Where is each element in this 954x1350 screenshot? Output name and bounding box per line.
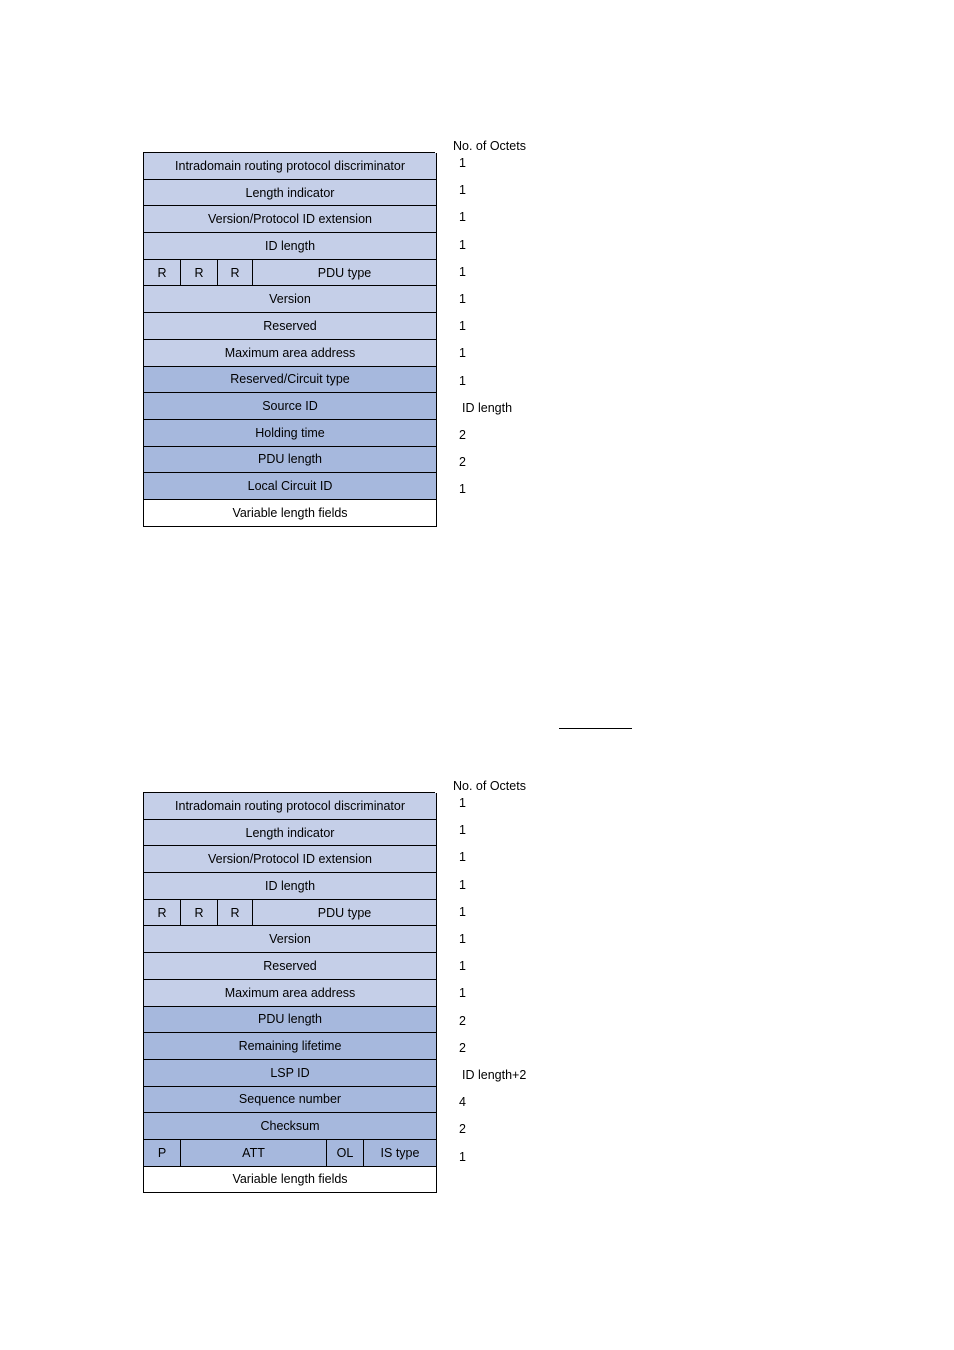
field-row <box>143 926 437 953</box>
field-row <box>143 820 437 847</box>
field-cell: R <box>217 260 252 286</box>
octet-count: 1 <box>459 796 466 810</box>
octet-count: 2 <box>459 1122 466 1137</box>
field-cell: Version/Protocol ID extension <box>144 206 436 232</box>
octet-count: 1 <box>459 264 466 279</box>
octet-count: 1 <box>459 986 466 1001</box>
field-cell: Reserved <box>144 953 436 979</box>
field-cell: Version/Protocol ID extension <box>144 846 436 872</box>
field-cell: Source ID <box>144 393 436 419</box>
field-cell: Remaining lifetime <box>144 1033 436 1059</box>
octet-count: 1 <box>459 319 466 334</box>
field-row <box>143 367 437 394</box>
field-cell: IS type <box>363 1140 436 1166</box>
field-cell: Maximum area address <box>144 980 436 1006</box>
field-row <box>143 393 437 420</box>
field-cell: Reserved/Circuit type <box>144 367 436 393</box>
field-cell: Variable length fields <box>144 1167 436 1193</box>
field-row <box>143 420 437 447</box>
field-row <box>143 1140 437 1167</box>
field-cell: Sequence number <box>144 1087 436 1113</box>
field-cell: Reserved <box>144 313 436 339</box>
octet-count: 1 <box>459 1149 466 1164</box>
field-row <box>143 1167 437 1194</box>
field-row <box>143 206 437 233</box>
octet-count: 1 <box>459 877 466 892</box>
field-row <box>143 900 437 927</box>
field-cell: ID length <box>144 873 436 899</box>
field-cell: Version <box>144 926 436 952</box>
octet-count: 1 <box>459 823 466 838</box>
field-row <box>143 260 437 287</box>
field-row <box>143 1060 437 1087</box>
octet-count: 4 <box>459 1095 466 1110</box>
field-cell: P <box>144 1140 180 1166</box>
octet-count: 1 <box>459 932 466 946</box>
octets-header: No. of Octets <box>453 779 526 793</box>
field-cell: ATT <box>180 1140 326 1166</box>
field-cell: PDU type <box>252 260 436 286</box>
field-row <box>143 873 437 900</box>
octet-count: 1 <box>459 373 466 388</box>
field-cell: Maximum area address <box>144 340 436 366</box>
field-cell: Length indicator <box>144 820 436 846</box>
octet-count: 1 <box>459 210 466 225</box>
field-row <box>143 286 437 313</box>
field-cell: Intradomain routing protocol discriminator <box>144 153 436 179</box>
field-cell: Checksum <box>144 1113 436 1139</box>
field-cell: Variable length fields <box>144 500 436 526</box>
field-cell: R <box>217 900 252 926</box>
hello-pdu-table <box>143 152 435 527</box>
field-row <box>143 793 437 820</box>
field-row <box>143 953 437 980</box>
octet-count: 2 <box>459 1013 466 1028</box>
octet-count: 2 <box>459 455 466 470</box>
field-row <box>143 846 437 873</box>
field-cell: Intradomain routing protocol discriminator <box>144 793 436 819</box>
field-row <box>143 1087 437 1114</box>
field-row <box>143 153 437 180</box>
field-row <box>143 233 437 260</box>
field-cell: Length indicator <box>144 180 436 206</box>
octet-count: 1 <box>459 292 466 306</box>
octet-count: 2 <box>459 428 466 442</box>
field-row <box>143 1113 437 1140</box>
field-row <box>143 447 437 474</box>
field-row <box>143 180 437 207</box>
octets-header: No. of Octets <box>453 139 526 153</box>
field-row <box>143 1033 437 1060</box>
field-cell: Version <box>144 286 436 312</box>
field-cell: PDU type <box>252 900 436 926</box>
field-row <box>143 473 437 500</box>
field-row <box>143 1007 437 1034</box>
octet-count: 1 <box>459 904 466 919</box>
field-cell: LSP ID <box>144 1060 436 1086</box>
lsp-pdu-table <box>143 792 435 1193</box>
field-row <box>143 313 437 340</box>
field-cell: OL <box>326 1140 363 1166</box>
octet-count: 1 <box>459 183 466 198</box>
field-cell: ID length <box>144 233 436 259</box>
field-cell: R <box>180 260 217 286</box>
field-cell: R <box>144 260 180 286</box>
divider-rule <box>559 728 632 729</box>
octet-count: 1 <box>459 156 466 170</box>
octet-count: 1 <box>459 482 466 497</box>
octet-count: ID length+2 <box>462 1068 527 1082</box>
octet-count: 2 <box>459 1040 466 1055</box>
octet-count: ID length <box>462 400 513 415</box>
field-row <box>143 340 437 367</box>
field-row <box>143 980 437 1007</box>
octet-count: 1 <box>459 346 466 361</box>
octet-count: 1 <box>459 959 466 974</box>
field-cell: Local Circuit ID <box>144 473 436 499</box>
field-cell: R <box>180 900 217 926</box>
field-cell: PDU length <box>144 447 436 473</box>
field-cell: R <box>144 900 180 926</box>
field-cell: PDU length <box>144 1007 436 1033</box>
field-row <box>143 500 437 527</box>
octet-count: 1 <box>459 237 466 252</box>
field-cell: Holding time <box>144 420 436 446</box>
octet-count: 1 <box>459 850 466 865</box>
